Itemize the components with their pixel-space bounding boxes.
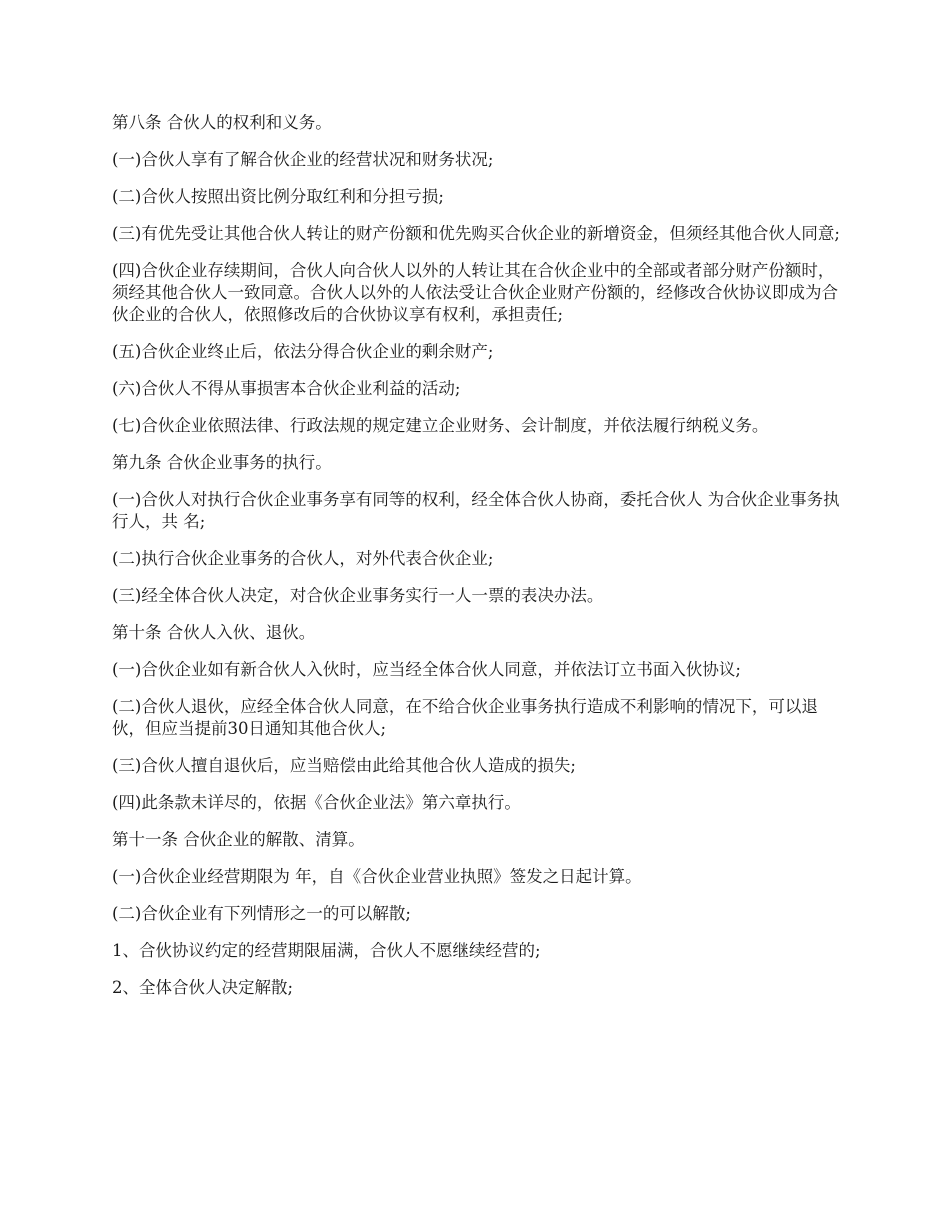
article-9-clause-3: (三)经全体合伙人决定，对合伙企业事务实行一人一票的表决办法。	[112, 586, 604, 605]
article-10-clause-2: (二)合伙人退伙，应经全体合伙人同意，在不给合伙企业事务执行造成不利影响的情况下，可以退伙，但应当提前30日通知其他合伙人;	[112, 697, 818, 738]
article-8-clause-5: (五)合伙企业终止后，依法分得合伙企业的剩余财产;	[112, 342, 494, 361]
article-9-heading: 第九条 合伙企业事务的执行。	[112, 453, 332, 472]
document-body	[112, 112, 842, 1014]
article-11-clause-2: (二)合伙企业有下列情形之一的可以解散;	[112, 904, 411, 923]
article-8-clause-3: (三)有优先受让其他合伙人转让的财产份额和优先购买合伙企业的新增资金，但须经其他合伙人同意;	[112, 224, 840, 243]
article-8-heading: 第八条 合伙人的权利和义务。	[112, 113, 332, 132]
article-9-clause-1: (一)合伙人对执行合伙企业事务享有同等的权利，经全体合伙人协商，委托合伙人 为合伙企业事务执行人，共 名;	[112, 490, 840, 531]
article-10-clause-3: (三)合伙人擅自退伙后，应当赔偿由此给其他合伙人造成的损失;	[112, 756, 576, 775]
article-10-heading: 第十条 合伙人入伙、退伙。	[112, 623, 316, 642]
article-11-heading: 第十一条 合伙企业的解散、清算。	[112, 830, 365, 849]
article-11-clause-1: (一)合伙企业经营期限为 年，自《合伙企业营业执照》签发之日起计算。	[112, 867, 642, 886]
article-9-clause-2: (二)执行合伙企业事务的合伙人，对外代表合伙企业;	[112, 549, 494, 568]
article-10-clause-4: (四)此条款未详尽的，依据《合伙企业法》第六章执行。	[112, 793, 521, 812]
article-8-clause-4: (四)合伙企业存续期间，合伙人向合伙人以外的人转让其在合伙企业中的全部或者部分财产份额时，须经其他合伙人一致同意。合伙人以外的人依法受让合伙企业财产份额的，经修改合伙协议即成为合伙企业的合伙人，依照修改后的合伙协议享有权利，承担责任;	[112, 261, 838, 324]
article-8-clause-6: (六)合伙人不得从事损害本合伙企业利益的活动;	[112, 379, 461, 398]
article-8-clause-2: (二)合伙人按照出资比例分取红利和分担亏损;	[112, 187, 444, 206]
article-10-clause-1: (一)合伙企业如有新合伙人入伙时，应当经全体合伙人同意，并依法订立书面入伙协议;	[112, 660, 741, 679]
article-8-clause-7: (七)合伙企业依照法律、行政法规的规定建立企业财务、会计制度，并依法履行纳税义务。	[112, 416, 769, 435]
article-11-item-2: 2、全体合伙人决定解散;	[112, 978, 294, 997]
article-11-item-1: 1、合伙协议约定的经营期限届满，合伙人不愿继续经营的;	[112, 941, 541, 960]
article-8-clause-1: (一)合伙人享有了解合伙企业的经营状况和财务状况;	[112, 150, 494, 169]
